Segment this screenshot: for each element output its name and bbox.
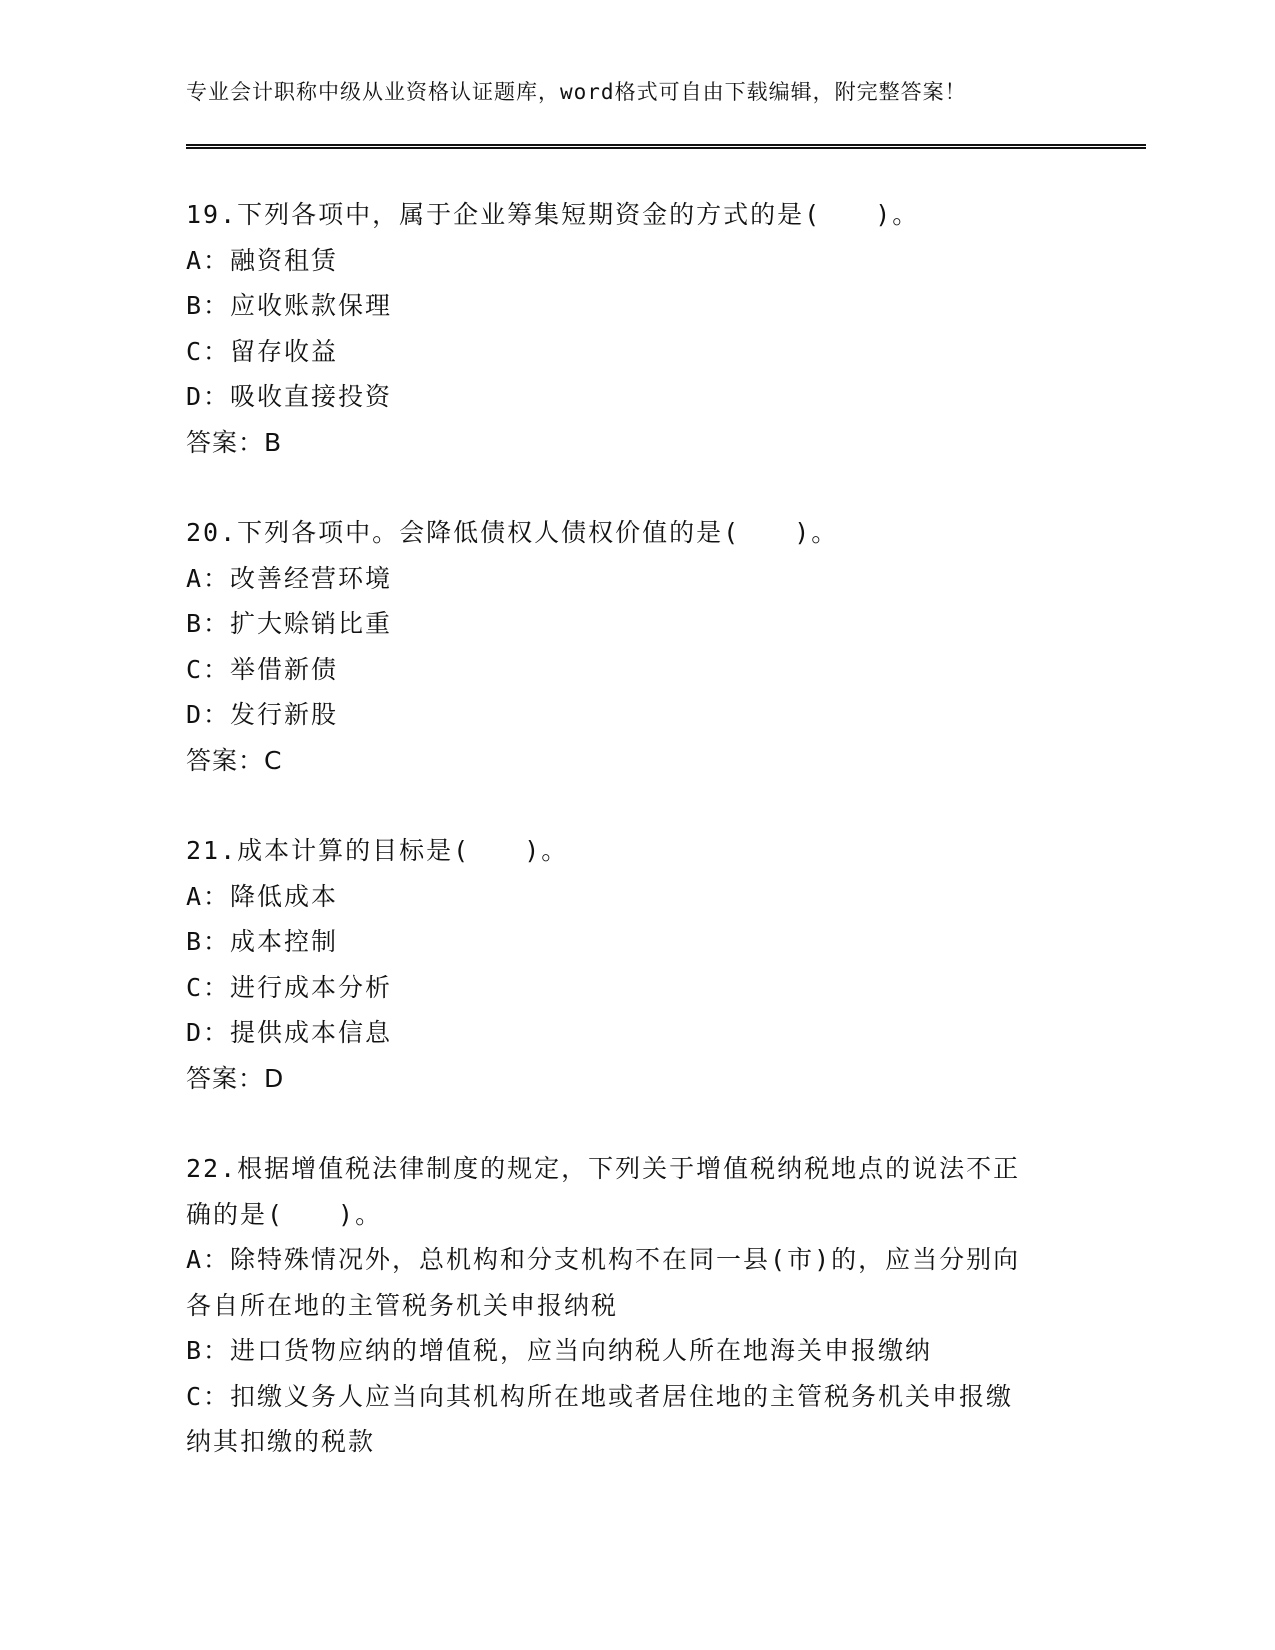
question-19 [186, 192, 1086, 465]
option-d: D：提供成本信息 [186, 1018, 393, 1047]
page-header: 专业会计职称中级从业资格认证题库，word格式可自由下载编辑，附完整答案！ [186, 80, 967, 104]
question-stem: 20.下列各项中。会降低债权人债权价值的是( )。 [186, 518, 839, 547]
option-b: B：应收账款保理 [186, 291, 393, 320]
option-d: D：发行新股 [186, 700, 339, 729]
question-stem: 21.成本计算的目标是( )。 [186, 836, 569, 865]
option-b: B：扩大赊销比重 [186, 609, 393, 638]
answer: 答案：D [186, 1063, 285, 1093]
question-stem-line-2: 确的是( )。 [186, 1199, 383, 1229]
question-22 [186, 1146, 1086, 1465]
option-d: D：吸收直接投资 [186, 382, 393, 411]
option-a-line-1: A：除特殊情况外，总机构和分支机构不在同一县(市)的，应当分别向 [186, 1245, 1021, 1274]
header-divider [186, 144, 1146, 149]
answer: 答案：C [186, 745, 283, 775]
question-20 [186, 510, 1086, 783]
option-c: C：进行成本分析 [186, 972, 393, 1002]
option-c: C：留存收益 [186, 336, 339, 366]
option-b: B：进口货物应纳的增值税，应当向纳税人所在地海关申报缴纳 [186, 1336, 933, 1365]
option-c: C：举借新债 [186, 654, 339, 684]
question-stem: 19.下列各项中，属于企业筹集短期资金的方式的是( )。 [186, 200, 920, 229]
option-c-line-2: 纳其扣缴的税款 [186, 1427, 376, 1456]
option-a: A：改善经营环境 [186, 563, 393, 593]
question-stem-line-1: 22.根据增值税法律制度的规定，下列关于增值税纳税地点的说法不正 [186, 1154, 1021, 1183]
question-21 [186, 828, 1086, 1101]
option-b: B：成本控制 [186, 927, 339, 956]
option-a: A：降低成本 [186, 881, 339, 911]
option-a-line-2: 各自所在地的主管税务机关申报纳税 [186, 1290, 619, 1320]
option-c-line-1: C：扣缴义务人应当向其机构所在地或者居住地的主管税务机关申报缴 [186, 1381, 1014, 1411]
answer: 答案：B [186, 427, 283, 457]
option-a: A：融资租赁 [186, 245, 339, 275]
